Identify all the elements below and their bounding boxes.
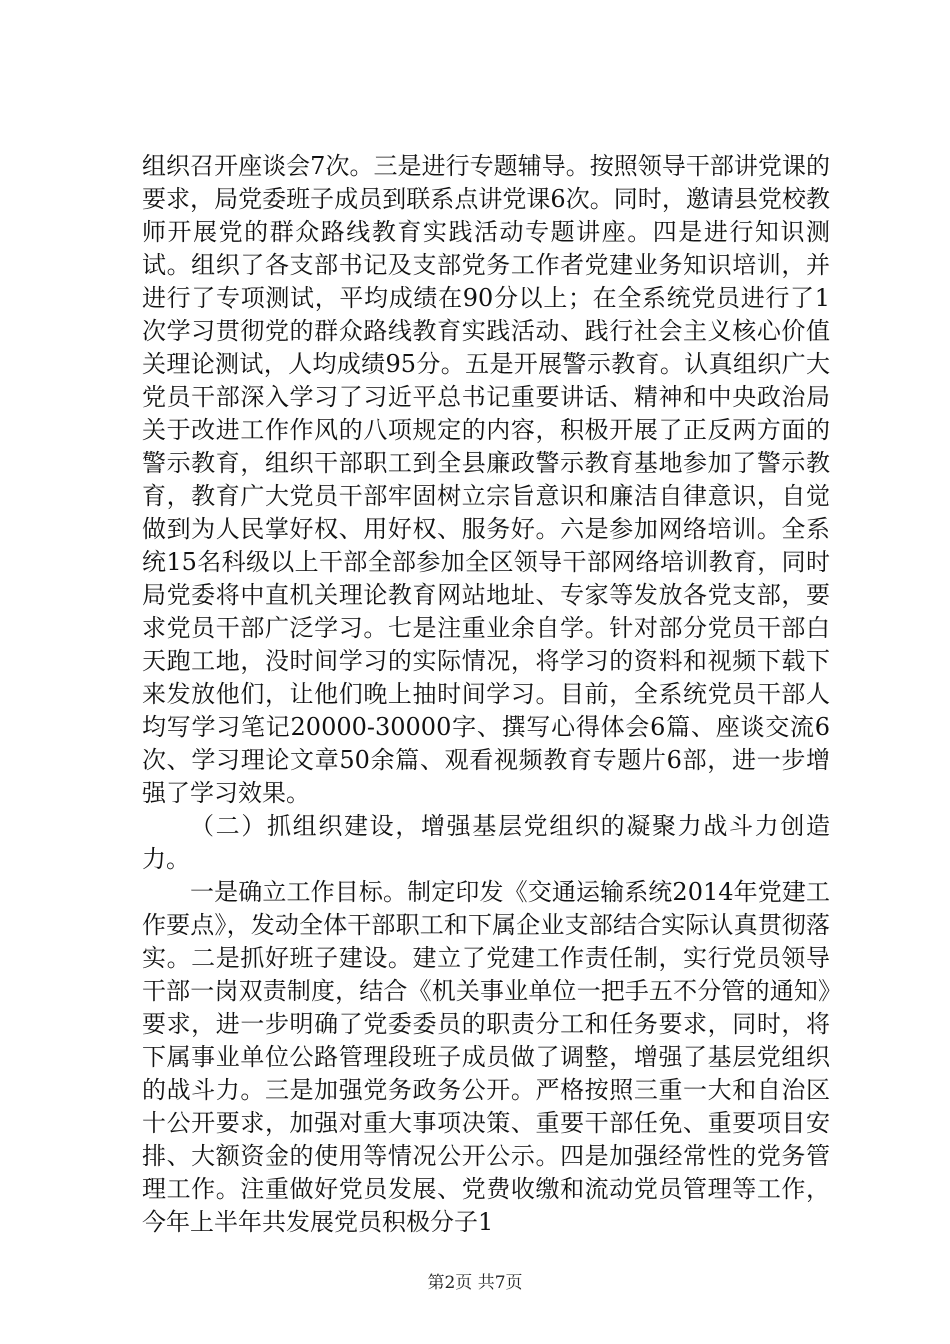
page-footer: 第2页 共7页 [427,1273,523,1293]
section-heading-organization: （二）抓组织建设，增强基层党组织的凝聚力战斗力创造力。 [142,812,830,873]
paragraph-study-activities: 组织召开座谈会7次。三是进行专题辅导。按照领导干部讲党课的要求，局党委班子成员到联系点讲党课6次。同时，邀请县党校教师开展党的群众路线教育实践活动专题讲座。四是进行知识测试。组织了各支部书记及支部党务工作者党建业务知识培训，并进行了专项测试，平均成绩在90分以上；在全系统党员进行了1次学习贯彻党的群众路线教育实践活动、践行社会主义核心价值关理论测试，人均成绩95分。五是开展警示教育。认真组织广大党员干部深入学习了习近平总书记重要讲话、精神和中央政治局关于改进工作作风的八项规定的内容，积极开展了正反两方面的警示教育，组织干部职工到全县廉政警示教育基地参加了警示教育，教育广大党员干部牢固树立宗旨意识和廉洁自律意识，自觉做到为人民掌好权、用好权、服务好。六是参加网络培训。全系统15名科级以上干部全部参加全区领导干部网络培训教育，同时局党委将中直机关理论教育网站地址、专家等发放各党支部，要求党员干部广泛学习。七是注重业余自学。针对部分党员干部白天跑工地，没时间学习的实际情况，将学习的资料和视频下载下来发放他们，让他们晚上抽时间学习。目前，全系统党员干部人均写学习笔记20000-30000字、撰写心得体会6篇、座谈交流6次、学习理论文章50余篇、观看视频教育专题片6部，进一步增强了学习效果。 [142,152,830,807]
body-text [142,150,830,1239]
paragraph-organization-building: 一是确立工作目标。制定印发《交通运输系统2014年党建工作要点》，发动全体干部职工和下属企业支部结合实际认真贯彻落实。二是抓好班子建设。建立了党建工作责任制，实行党员领导干部一岗双责制度，结合《机关事业单位一把手五不分管的通知》要求，进一步明确了党委委员的职责分工和任务要求，同时，将下属事业单位公路管理段班子成员做了调整，增强了基层党组织的战斗力。三是加强党务政务公开。严格按照三重一大和自治区十公开要求，加强对重大事项决策、重要干部任免、重要项目安排、大额资金的使用等情况公开公示。四是加强经常性的党务管理工作。注重做好党员发展、党费收缴和流动党员管理等工作，今年上半年共发展党员积极分子1 [142,878,830,1236]
